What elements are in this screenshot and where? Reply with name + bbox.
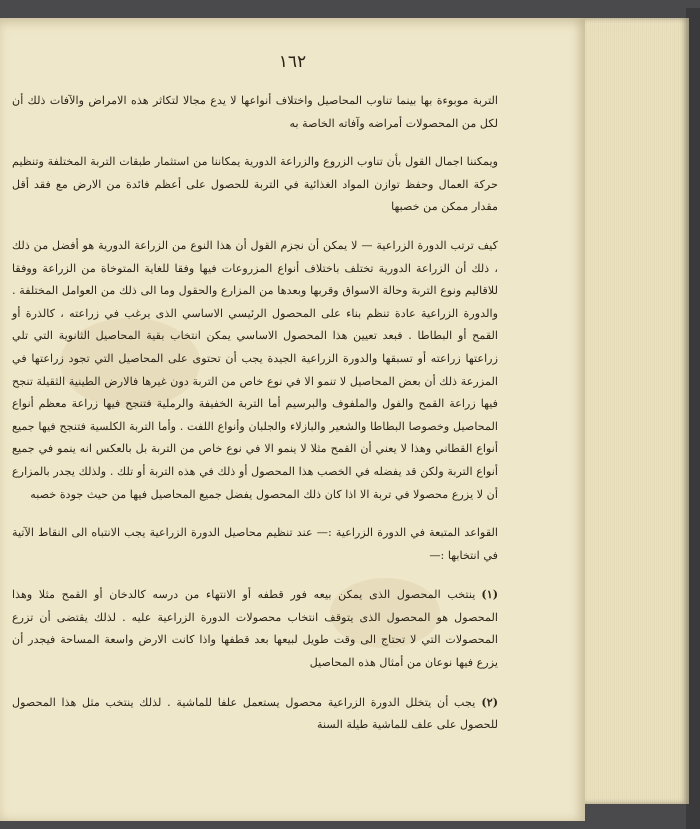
paragraph: ويمكننا اجمال القول بأن تناوب الزروع والزراعة الدورية يمكاننا من استثمار طبقات التربة المختلفة وتنظيم حركة العمال وحفظ توازن المواد الغذائية في التربة للحصول على أعظم فائدة من الارض مع فقد أقل مقدار ممكن من خصبها [12,155,498,214]
item-text: يجب أن يتخلل الدورة الزراعية محصول يستعمل علفا للماشية . لذلك ينتخب مثل هذا المحصول للحصول على علف للماشية طيلة السنة [12,695,498,732]
item-number: (١) [481,587,498,602]
page-number: ١٦٢ [278,52,307,72]
paragraph: القواعد المتبعة في الدورة الزراعية :— عند تنظيم محاصيل الدورة الزراعية يجب الانتباه الى النقاط الآتية في انتخابها :— [12,526,498,562]
numbered-item [12,691,498,737]
numbered-item [12,583,498,674]
page-edges [583,18,689,804]
paragraph: التربة موبوءة بها بينما تناوب المحاصيل واختلاف أنواعها لا يدع مجالا لتكاثر هذه الامراض والآفات ذلك أن لكل من المحصولات أمراضه وآفاته الخاصة به [12,94,498,130]
body-text [12,90,498,747]
item-text: ينتخب المحصول الذى يمكن بيعه فور قطفه أو الانتهاء من درسه كالدخان أو القمح مثلا وهذا المحصول هو المحصول الذى يتوقف انتخاب محصولات الدورة الزراعية عليه . لذلك يقتضى أن تزرع المحصولات التي لا تحتاج الى وقت طويل لبيعها بعد قطفها واذا كانت الارض واسعة المساحة فيجدر أن يزرع فيها نوعان من أمثال هذه المحاصيل [12,588,498,670]
paragraph: كيف ترتب الدورة الزراعية — لا يمكن أن نجزم القول أن هذا النوع من الزراعة الدورية هو أفضل من ذلك ، ذلك أن الزراعة الدورية تختلف باختلاف أنواع المزروعات فيها وفقا للغاية المتوخاة من الزراعة ووفقا للاقاليم ونوع التربة وحالة الاسواق وقربها وبعدها من المزارع والحقول وما الى ذلك من العوامل المختلفة . والدورة الزراعية عادة تنظم بناء على المحصول الرئيسي الاساسي الذى يرغب في زراعته ، كالذرة أو القمح أو البطاطا . فبعد تعيين هذا المحصول الاساسي يمكن انتخاب بقية المحاصيل الثانوية التي تلي زراعتها زراعته أو تسبقها والدورة الزراعية الجيدة يجب أن تحتوى على المحاصيل التي تجود زراعتها في المزرعة ذلك أن بعض المحاصيل لا تنمو الا في نوع خاص من التربة دون غيرها فالارض الطينية الثقيلة تنجح فيها زراعة القمح والفول والملفوف والبرسيم أما التربة الخفيفة والرملية فتنجح فيها زراعة معظم أنواع المحاصيل وخصوصا البطاطا والشعير والبازلاء والجلبان وأنواع اللفت . وأما التربة الكلسية فتنجح فيها جميع أنواع القطاني وهذا لا يعني أن القمح مثلا لا ينمو الا في نوع خاص من التربة بل بالعكس انه ينمو في جميع أنواع التربة ولكن قد يفضله في الخصب هذا المحصول أو ذلك في هذه التربة أو تلك . ولذلك يجدر بالمزارع أن لا يزرع محصولا في تربة الا اذا كان ذلك المحصول يفضل جميع المحاصيل فيها من حيث جودة خصبه [12,238,498,501]
item-number: (٢) [481,694,498,709]
book-page [0,18,585,821]
